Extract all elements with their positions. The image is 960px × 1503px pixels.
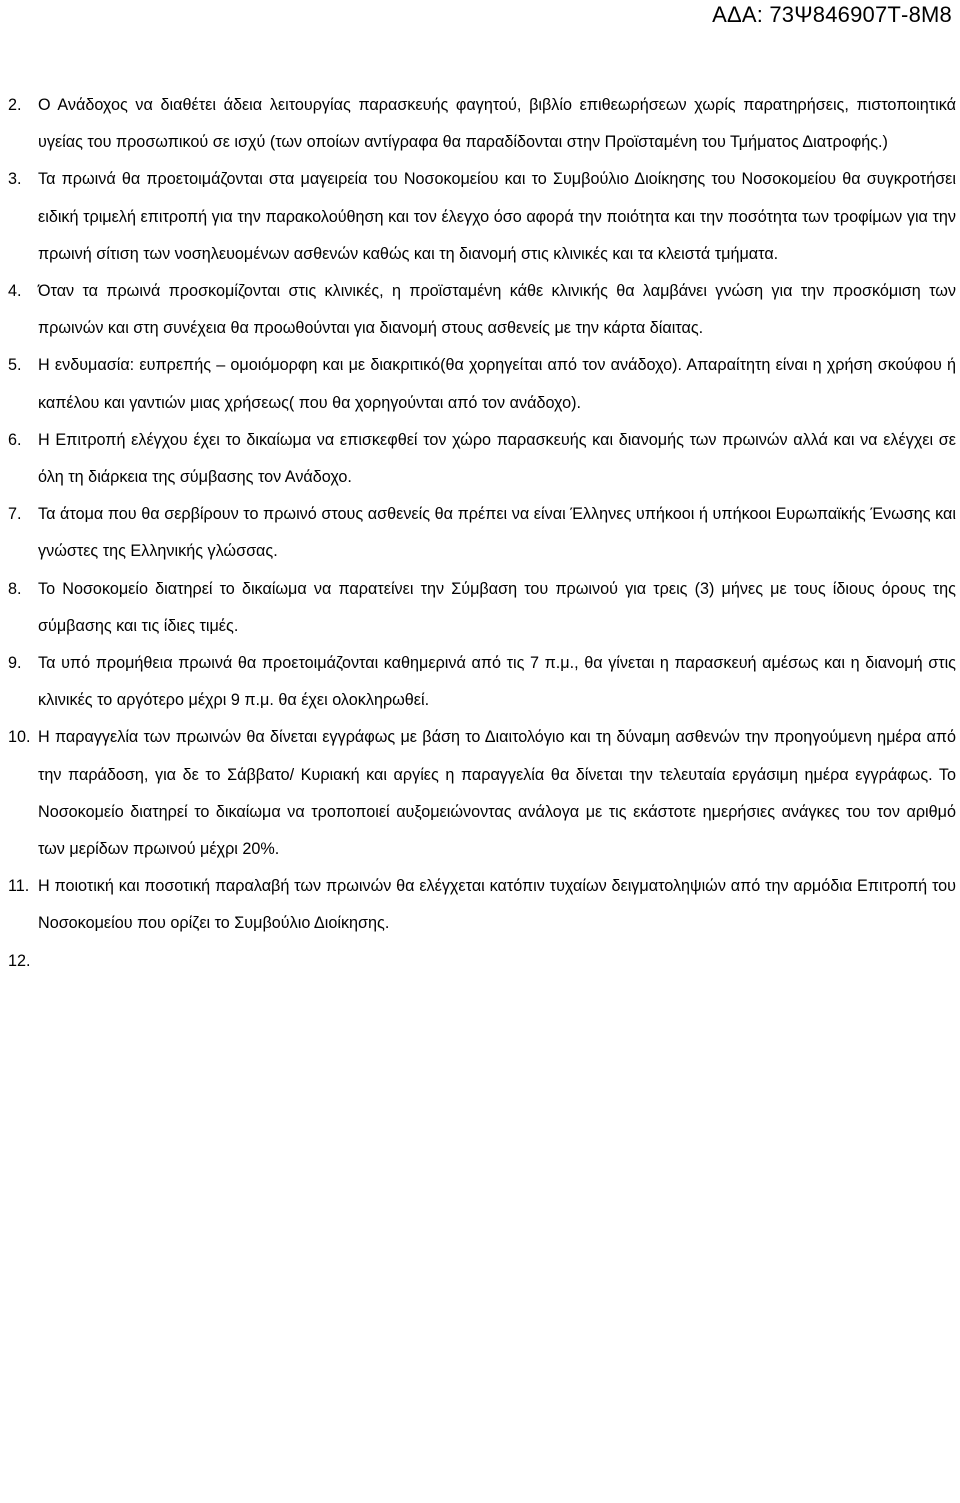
list-item (0, 719, 956, 868)
list-item (0, 571, 956, 645)
item-number: 3. (8, 170, 22, 189)
list-item (0, 347, 956, 421)
item-text: Η ενδυμασία: ευπρεπής – ομοιόμορφη και με διακριτικό(θα χορηγείται από τον ανάδοχο). Απαραίτητη είναι η χρήση σκούφου ή καπέλου και γαντιών μιας χρήσεως( που θα χορηγούνται από τον ανάδοχο). (38, 356, 956, 412)
ada-header: ΑΔΑ: 73Ψ846907Τ-8Μ8 (712, 2, 952, 27)
item-number: 11. (8, 877, 30, 896)
list-item (0, 273, 956, 347)
list-item (0, 645, 956, 719)
item-text: Η Επιτροπή ελέγχου έχει το δικαίωμα να επισκεφθεί τον χώρο παρασκευής και διανομής των πρωινών αλλά και να ελέγχει σε όλη τη διάρκεια της σύμβασης τον Ανάδοχο. (38, 430, 956, 487)
item-text: Ο Ανάδοχος να διαθέτει άδεια λειτουργίας παρασκευής φαγητού, βιβλίο επιθεωρήσεων χωρίς παρατηρήσεις, πιστοποιητικά υγείας του προσωπικού σε ισχύ (των οποίων αντίγραφα θα παραδίδονται στην Προϊσταμένη του Τμήματος Διατροφής.) (38, 96, 956, 152)
item-text: Όταν τα πρωινά προσκομίζονται στις κλινικές, η προϊσταμένη κάθε κλινικής θα λαμβάνει γνώση για την προσκόμιση των πρωινών και στη συνέχεια θα προωθούνται για διανομή στους ασθενείς με την κάρτα δίαιτας. (38, 282, 956, 338)
item-text: Τα πρωινά θα προετοιμάζονται στα μαγειρεία του Νοσοκομείου και το Συμβούλιο Διοίκησης του Νοσοκομείου θα συγκροτήσει ειδική τριμελή επιτροπή για την παρακολούθηση και τον έλεγχο όσο αφορά την ποιότητα και την ποσότητα των τροφίμων για την πρωινή σίτιση των νοσηλευομένων ασθενών καθώς και τη διανομή στις κλινικές και τα κλειστά τμήματα. (38, 170, 956, 263)
item-number: 7. (8, 505, 22, 524)
list-item (0, 868, 956, 942)
item-number: 5. (8, 356, 22, 375)
item-text: Το Νοσοκομείο διατηρεί το δικαίωμα να παρατείνει την Σύμβαση του πρωινού για τρεις (3) μήνες με τους ίδιους όρους της σύμβασης και τις ίδιες τιμές. (38, 579, 956, 635)
item-text: Τα υπό προμήθεια πρωινά θα προετοιμάζονται καθημερινά από τις 7 π.μ., θα γίνεται η παρασκευή αμέσως και η διανομή στις κλινικές το αργότερο μέχρι 9 π.μ. θα έχει ολοκληρωθεί. (38, 654, 956, 710)
list-item (0, 422, 956, 496)
item-number: 2. (8, 96, 22, 114)
item-number: 8. (8, 579, 22, 598)
list-item (0, 496, 956, 570)
terms-list (0, 87, 956, 970)
item-number: 4. (8, 282, 22, 301)
item-text: Τα άτομα που θα σερβίρουν το πρωινό στους ασθενείς θα πρέπει να είναι Έλληνες υπήκοοι ή υπήκοοι Ευρωπαϊκής Ένωσης και γνώστες της Ελληνικής γλώσσας. (38, 505, 956, 561)
item-number: 9. (8, 654, 22, 673)
list-item (0, 161, 956, 273)
item-text: Η παραγγελία των πρωινών θα δίνεται εγγράφως με βάση το Διαιτολόγιο και τη δύναμη ασθενών την προηγούμενη ημέρα από την παράδοση, για δε το Σάββατο/ Κυριακή και αργίες η παραγγελία θα δίνεται την τελευταία εργάσιμη ημέρα εγγράφως. Το Νοσοκομείο διατηρεί το δικαίωμα να τροποποιεί αυξομειώνοντας ανάλογα με τις εκάστοτε ημερήσιες ανάγκες του τον αριθμό των μερίδων πρωινού μέχρι 20%. (38, 728, 956, 859)
item-number: 10. (8, 728, 31, 747)
item-text: Η ποιοτική και ποσοτική παραλαβή των πρωινών θα ελέγχεται κατόπιν τυχαίων δειγματοληψιών από την αρμόδια Επιτροπή του Νοσοκομείου που ορίζει το Συμβούλιο Διοίκησης. (38, 877, 956, 933)
item-number: 6. (8, 430, 22, 449)
list-item (0, 87, 956, 161)
item-number: 12. (8, 951, 31, 970)
